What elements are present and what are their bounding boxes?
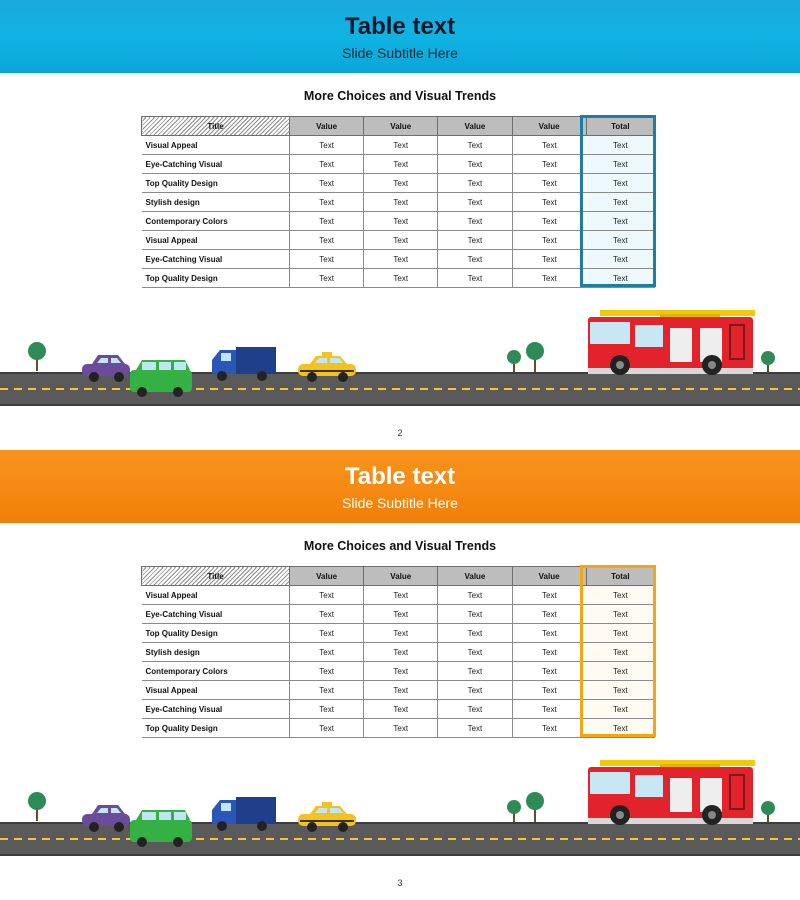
blue-truck-icon xyxy=(212,347,276,381)
value-cell: Text xyxy=(512,605,586,624)
table-row xyxy=(142,193,655,212)
value-cell: Text xyxy=(290,155,364,174)
value-cell: Text xyxy=(290,662,364,681)
value-cell: Text xyxy=(438,174,512,193)
total-cell: Text xyxy=(586,700,654,719)
value-cell: Text xyxy=(290,212,364,231)
value-cell: Text xyxy=(512,643,586,662)
value-cell: Text xyxy=(364,250,438,269)
row-label: Top Quality Design xyxy=(142,719,290,738)
value-cell: Text xyxy=(438,605,512,624)
value-cell: Text xyxy=(438,136,512,155)
value-cell: Text xyxy=(438,700,512,719)
tree-icon xyxy=(28,342,46,371)
value-cell: Text xyxy=(438,155,512,174)
value-cell: Text xyxy=(512,212,586,231)
slide-subtitle: Slide Subtitle Here xyxy=(342,495,458,511)
total-cell: Text xyxy=(586,624,654,643)
tree-icon xyxy=(761,801,775,822)
row-label: Contemporary Colors xyxy=(142,662,290,681)
value-cell: Text xyxy=(290,586,364,605)
row-label: Stylish design xyxy=(142,193,290,212)
header-value: Value xyxy=(438,117,512,136)
green-van-icon xyxy=(130,810,192,847)
value-cell: Text xyxy=(290,624,364,643)
value-cell: Text xyxy=(290,643,364,662)
table-row xyxy=(142,136,655,155)
yellow-taxi-icon xyxy=(298,802,356,832)
table-heading: More Choices and Visual Trends xyxy=(303,89,497,103)
value-cell: Text xyxy=(364,700,438,719)
table-row xyxy=(142,155,655,174)
total-cell: Text xyxy=(586,662,654,681)
total-cell: Text xyxy=(586,643,654,662)
row-label: Visual Appeal xyxy=(142,681,290,700)
value-cell: Text xyxy=(438,250,512,269)
row-label: Visual Appeal xyxy=(142,231,290,250)
purple-car-icon xyxy=(82,355,130,382)
row-label: Contemporary Colors xyxy=(142,212,290,231)
value-cell: Text xyxy=(512,193,586,212)
tree-icon xyxy=(507,792,544,822)
row-label: Top Quality Design xyxy=(142,269,290,288)
header-title: Title xyxy=(142,567,290,586)
slide-title: Table text xyxy=(344,13,456,40)
value-cell: Text xyxy=(290,605,364,624)
table-row xyxy=(142,624,655,643)
table-row xyxy=(142,700,655,719)
value-cell: Text xyxy=(290,174,364,193)
total-cell: Text xyxy=(586,231,654,250)
table-row xyxy=(142,174,655,193)
value-cell: Text xyxy=(290,136,364,155)
value-cell: Text xyxy=(290,269,364,288)
table-heading: More Choices and Visual Trends xyxy=(303,539,497,553)
value-cell: Text xyxy=(364,136,438,155)
value-cell: Text xyxy=(512,681,586,700)
value-cell: Text xyxy=(438,269,512,288)
table-row xyxy=(142,250,655,269)
blue-truck-icon xyxy=(212,797,276,831)
value-cell: Text xyxy=(364,719,438,738)
value-cell: Text xyxy=(364,624,438,643)
table-row xyxy=(142,605,655,624)
value-cell: Text xyxy=(364,605,438,624)
total-cell: Text xyxy=(586,212,654,231)
value-cell: Text xyxy=(512,700,586,719)
value-cell: Text xyxy=(512,662,586,681)
total-cell: Text xyxy=(586,586,654,605)
row-label: Visual Appeal xyxy=(142,586,290,605)
tree-icon xyxy=(507,342,544,372)
value-cell: Text xyxy=(290,700,364,719)
page-number: 3 xyxy=(397,878,403,888)
value-cell: Text xyxy=(364,174,438,193)
value-cell: Text xyxy=(364,212,438,231)
value-cell: Text xyxy=(364,193,438,212)
traffic-illustration xyxy=(0,300,800,410)
header-value: Value xyxy=(364,567,438,586)
header-total: Total xyxy=(586,567,654,586)
slide-3 xyxy=(0,450,800,900)
fire-truck-icon xyxy=(588,310,755,375)
green-van-icon xyxy=(130,360,192,397)
total-cell: Text xyxy=(586,681,654,700)
header-value: Value xyxy=(438,567,512,586)
row-label: Visual Appeal xyxy=(142,136,290,155)
data-table xyxy=(141,566,655,738)
value-cell: Text xyxy=(364,643,438,662)
header-value: Value xyxy=(364,117,438,136)
row-label: Top Quality Design xyxy=(142,174,290,193)
value-cell: Text xyxy=(290,231,364,250)
slide-subtitle: Slide Subtitle Here xyxy=(342,45,458,61)
total-cell: Text xyxy=(586,136,654,155)
header-value: Value xyxy=(290,117,364,136)
table-row xyxy=(142,643,655,662)
value-cell: Text xyxy=(512,586,586,605)
value-cell: Text xyxy=(438,624,512,643)
value-cell: Text xyxy=(438,231,512,250)
row-label: Eye-Catching Visual xyxy=(142,700,290,719)
value-cell: Text xyxy=(364,155,438,174)
value-cell: Text xyxy=(438,212,512,231)
total-cell: Text xyxy=(586,193,654,212)
value-cell: Text xyxy=(438,662,512,681)
row-label: Eye-Catching Visual xyxy=(142,250,290,269)
value-cell: Text xyxy=(364,681,438,700)
value-cell: Text xyxy=(512,250,586,269)
table-header-row xyxy=(142,117,655,136)
value-cell: Text xyxy=(364,586,438,605)
value-cell: Text xyxy=(512,136,586,155)
row-label: Top Quality Design xyxy=(142,624,290,643)
total-cell: Text xyxy=(586,250,654,269)
value-cell: Text xyxy=(512,174,586,193)
table-row xyxy=(142,681,655,700)
value-cell: Text xyxy=(290,681,364,700)
page-number: 2 xyxy=(397,428,403,438)
total-cell: Text xyxy=(586,719,654,738)
slide-banner xyxy=(0,0,800,73)
table-row xyxy=(142,586,655,605)
value-cell: Text xyxy=(512,231,586,250)
total-cell: Text xyxy=(586,269,654,288)
traffic-illustration xyxy=(0,750,800,860)
value-cell: Text xyxy=(512,719,586,738)
value-cell: Text xyxy=(438,643,512,662)
value-cell: Text xyxy=(290,250,364,269)
tree-icon xyxy=(761,351,775,372)
header-value: Value xyxy=(290,567,364,586)
table-row xyxy=(142,231,655,250)
yellow-taxi-icon xyxy=(298,352,356,382)
value-cell: Text xyxy=(364,662,438,681)
purple-car-icon xyxy=(82,805,130,832)
header-total: Total xyxy=(586,117,654,136)
value-cell: Text xyxy=(290,193,364,212)
value-cell: Text xyxy=(438,586,512,605)
value-cell: Text xyxy=(438,719,512,738)
row-label: Stylish design xyxy=(142,643,290,662)
total-cell: Text xyxy=(586,174,654,193)
total-cell: Text xyxy=(586,605,654,624)
value-cell: Text xyxy=(512,269,586,288)
row-label: Eye-Catching Visual xyxy=(142,155,290,174)
value-cell: Text xyxy=(290,719,364,738)
value-cell: Text xyxy=(438,681,512,700)
value-cell: Text xyxy=(438,193,512,212)
header-value: Value xyxy=(512,567,586,586)
row-label: Eye-Catching Visual xyxy=(142,605,290,624)
value-cell: Text xyxy=(512,155,586,174)
value-cell: Text xyxy=(512,624,586,643)
data-table xyxy=(141,116,655,288)
value-cell: Text xyxy=(364,269,438,288)
slide-banner xyxy=(0,450,800,523)
value-cell: Text xyxy=(364,231,438,250)
fire-truck-icon xyxy=(588,760,755,825)
slide-title: Table text xyxy=(344,463,456,490)
header-value: Value xyxy=(512,117,586,136)
tree-icon xyxy=(28,792,46,821)
table-row xyxy=(142,719,655,738)
header-title: Title xyxy=(142,117,290,136)
total-cell: Text xyxy=(586,155,654,174)
table-header-row xyxy=(142,567,655,586)
table-row xyxy=(142,662,655,681)
table-row xyxy=(142,269,655,288)
table-row xyxy=(142,212,655,231)
